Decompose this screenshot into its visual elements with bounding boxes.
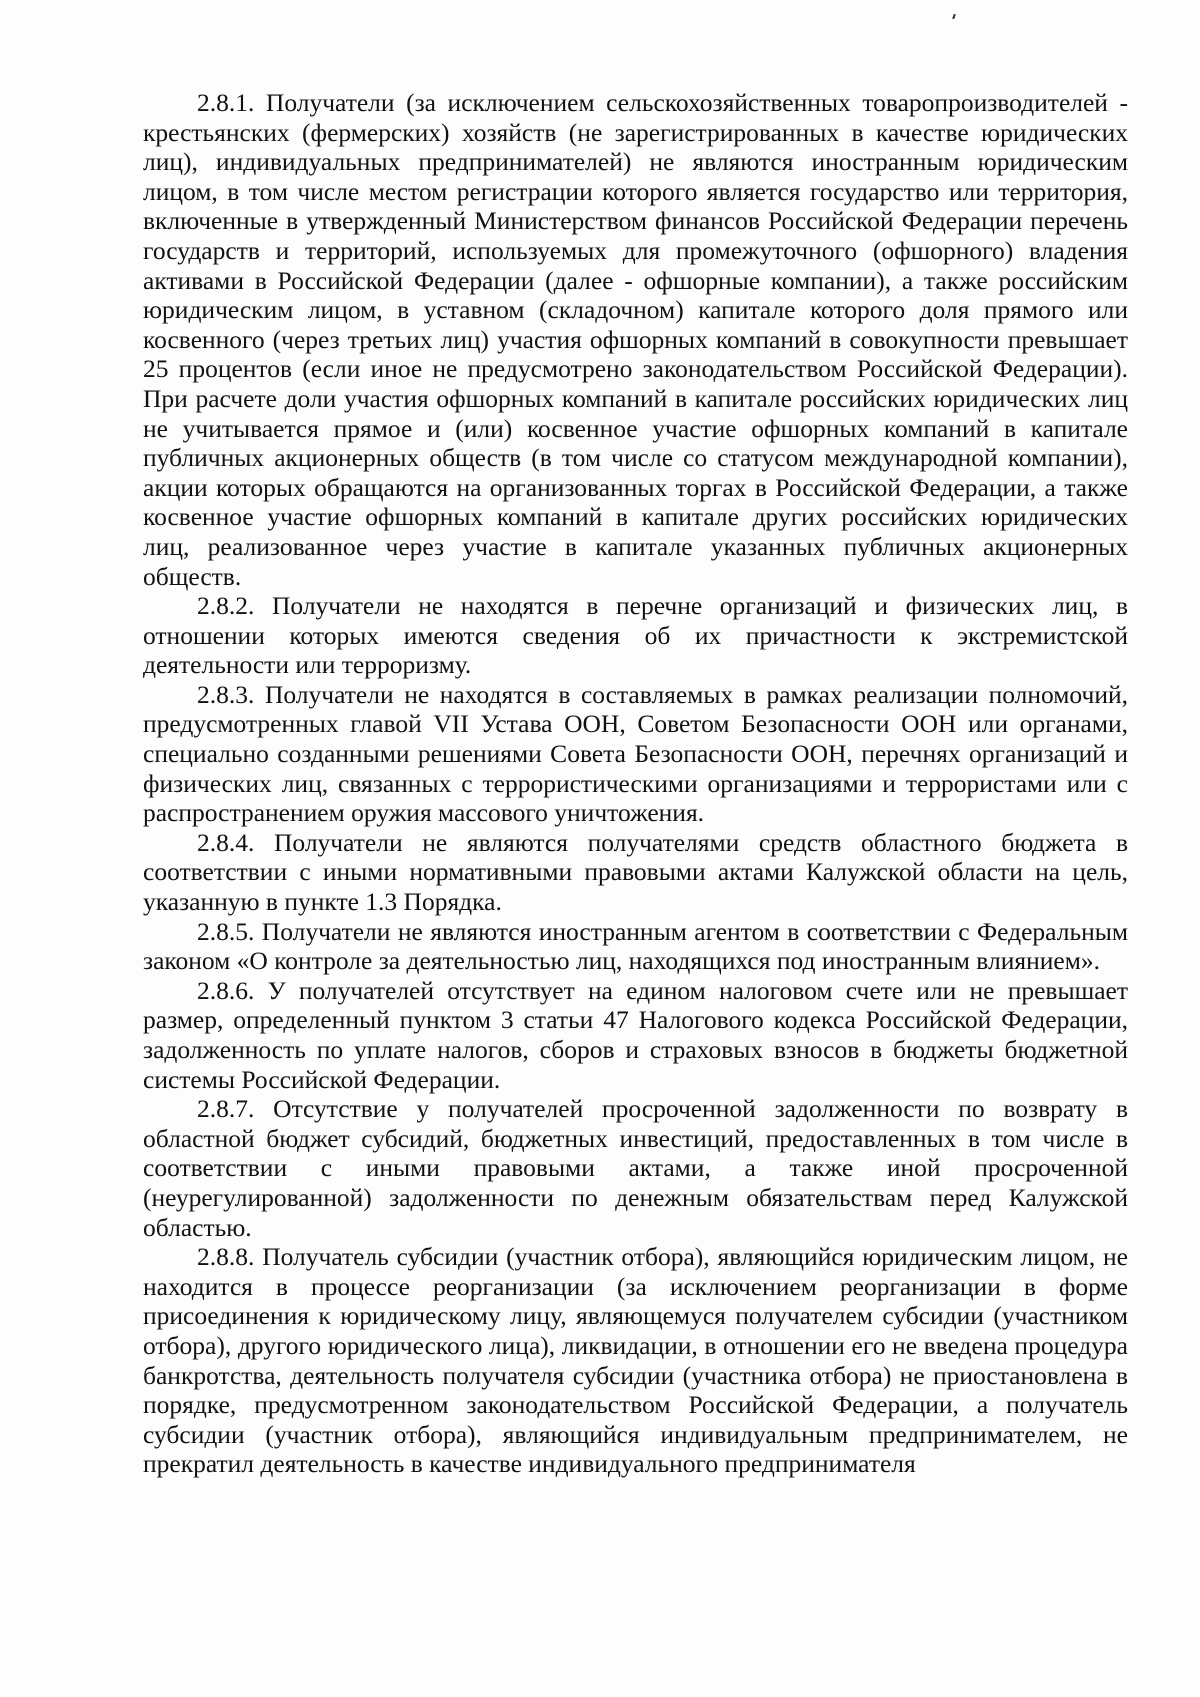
paragraph-2-8-5: 2.8.5. Получатели не являются иностранным агентом в соответствии с Федеральным законом «О контроле за деятельностью лиц, находящихся под иностранным влиянием».	[143, 916, 1128, 976]
paragraph-2-8-8: 2.8.8. Получатель субсидии (участник отбора), являющийся юридическим лицом, не находится в процессе реорганизации (за исключением реорганизации в форме присоединения к юридическому лицу, являющемуся получателем субсидии (участником отбора), другого юридического лица), ликвидации, в отношении его не введена процедура банкротства, деятельность получателя субсидии (участника отбора) не приостановлена в порядке, предусмотренном законодательством Российской Федерации, а получатель субсидии (участник отбора), являющийся индивидуальным предпринимателем, не прекратил деятельность в качестве индивидуального предпринимателя	[143, 1242, 1128, 1479]
document-body	[143, 88, 1128, 1479]
paragraph-2-8-1: 2.8.1. Получатели (за исключением сельскохозяйственных товаропроизводителей - крестьянских (фермерских) хозяйств (не зарегистрированных в качестве юридических лиц), индивидуальных предпринимателей) не являются иностранным юридическим лицом, в том числе местом регистрации которого является государство или территория, включенные в утвержденный Министерством финансов Российской Федерации перечень государств и территорий, используемых для промежуточного (офшорного) владения активами в Российской Федерации (далее - офшорные компании), а также российским юридическим лицом, в уставном (складочном) капитале которого доля прямого или косвенного (через третьих лиц) участия офшорных компаний в совокупности превышает 25 процентов (если иное не предусмотрено законодательством Российской Федерации). При расчете доли участия офшорных компаний в капитале российских юридических лиц не учитывается прямое и (или) косвенное участие офшорных компаний в капитале публичных акционерных обществ (в том числе со статусом международной компании), акции которых обращаются на организованных торгах в Российской Федерации, а также косвенное участие офшорных компаний в капитале других российских юридических лиц, реализованное через участие в капитале указанных публичных акционерных обществ.	[143, 88, 1128, 591]
paragraph-2-8-4: 2.8.4. Получатели не являются получателями средств областного бюджета в соответствии с иными нормативными правовыми актами Калужской области на цель, указанную в пункте 1.3 Порядка.	[143, 827, 1128, 917]
paragraph-2-8-3: 2.8.3. Получатели не находятся в составляемых в рамках реализации полномочий, предусмотренных главой VII Устава ООН, Советом Безопасности ООН или органами, специально созданными решениями Совета Безопасности ООН, перечнях организаций и физических лиц, связанных с террористическими организациями и террористами или с распространением оружия массового уничтожения.	[143, 679, 1128, 828]
scan-speck	[952, 14, 956, 19]
paragraph-2-8-6: 2.8.6. У получателей отсутствует на едином налоговом счете или не превышает размер, определенный пунктом 3 статьи 47 Налогового кодекса Российской Федерации, задолженность по уплате налогов, сборов и страховых взносов в бюджеты бюджетной системы Российской Федерации.	[143, 975, 1128, 1094]
paragraph-2-8-7: 2.8.7. Отсутствие у получателей просроченной задолженности по возврату в областной бюджет субсидий, бюджетных инвестиций, предоставленных в том числе в соответствии с иными правовыми актами, а также иной просроченной (неурегулированной) задолженности по денежным обязательствам перед Калужской областью.	[143, 1094, 1128, 1242]
paragraph-2-8-2: 2.8.2. Получатели не находятся в перечне организаций и физических лиц, в отношении которых имеются сведения об их причастности к экстремистской деятельности или терроризму.	[143, 591, 1128, 680]
